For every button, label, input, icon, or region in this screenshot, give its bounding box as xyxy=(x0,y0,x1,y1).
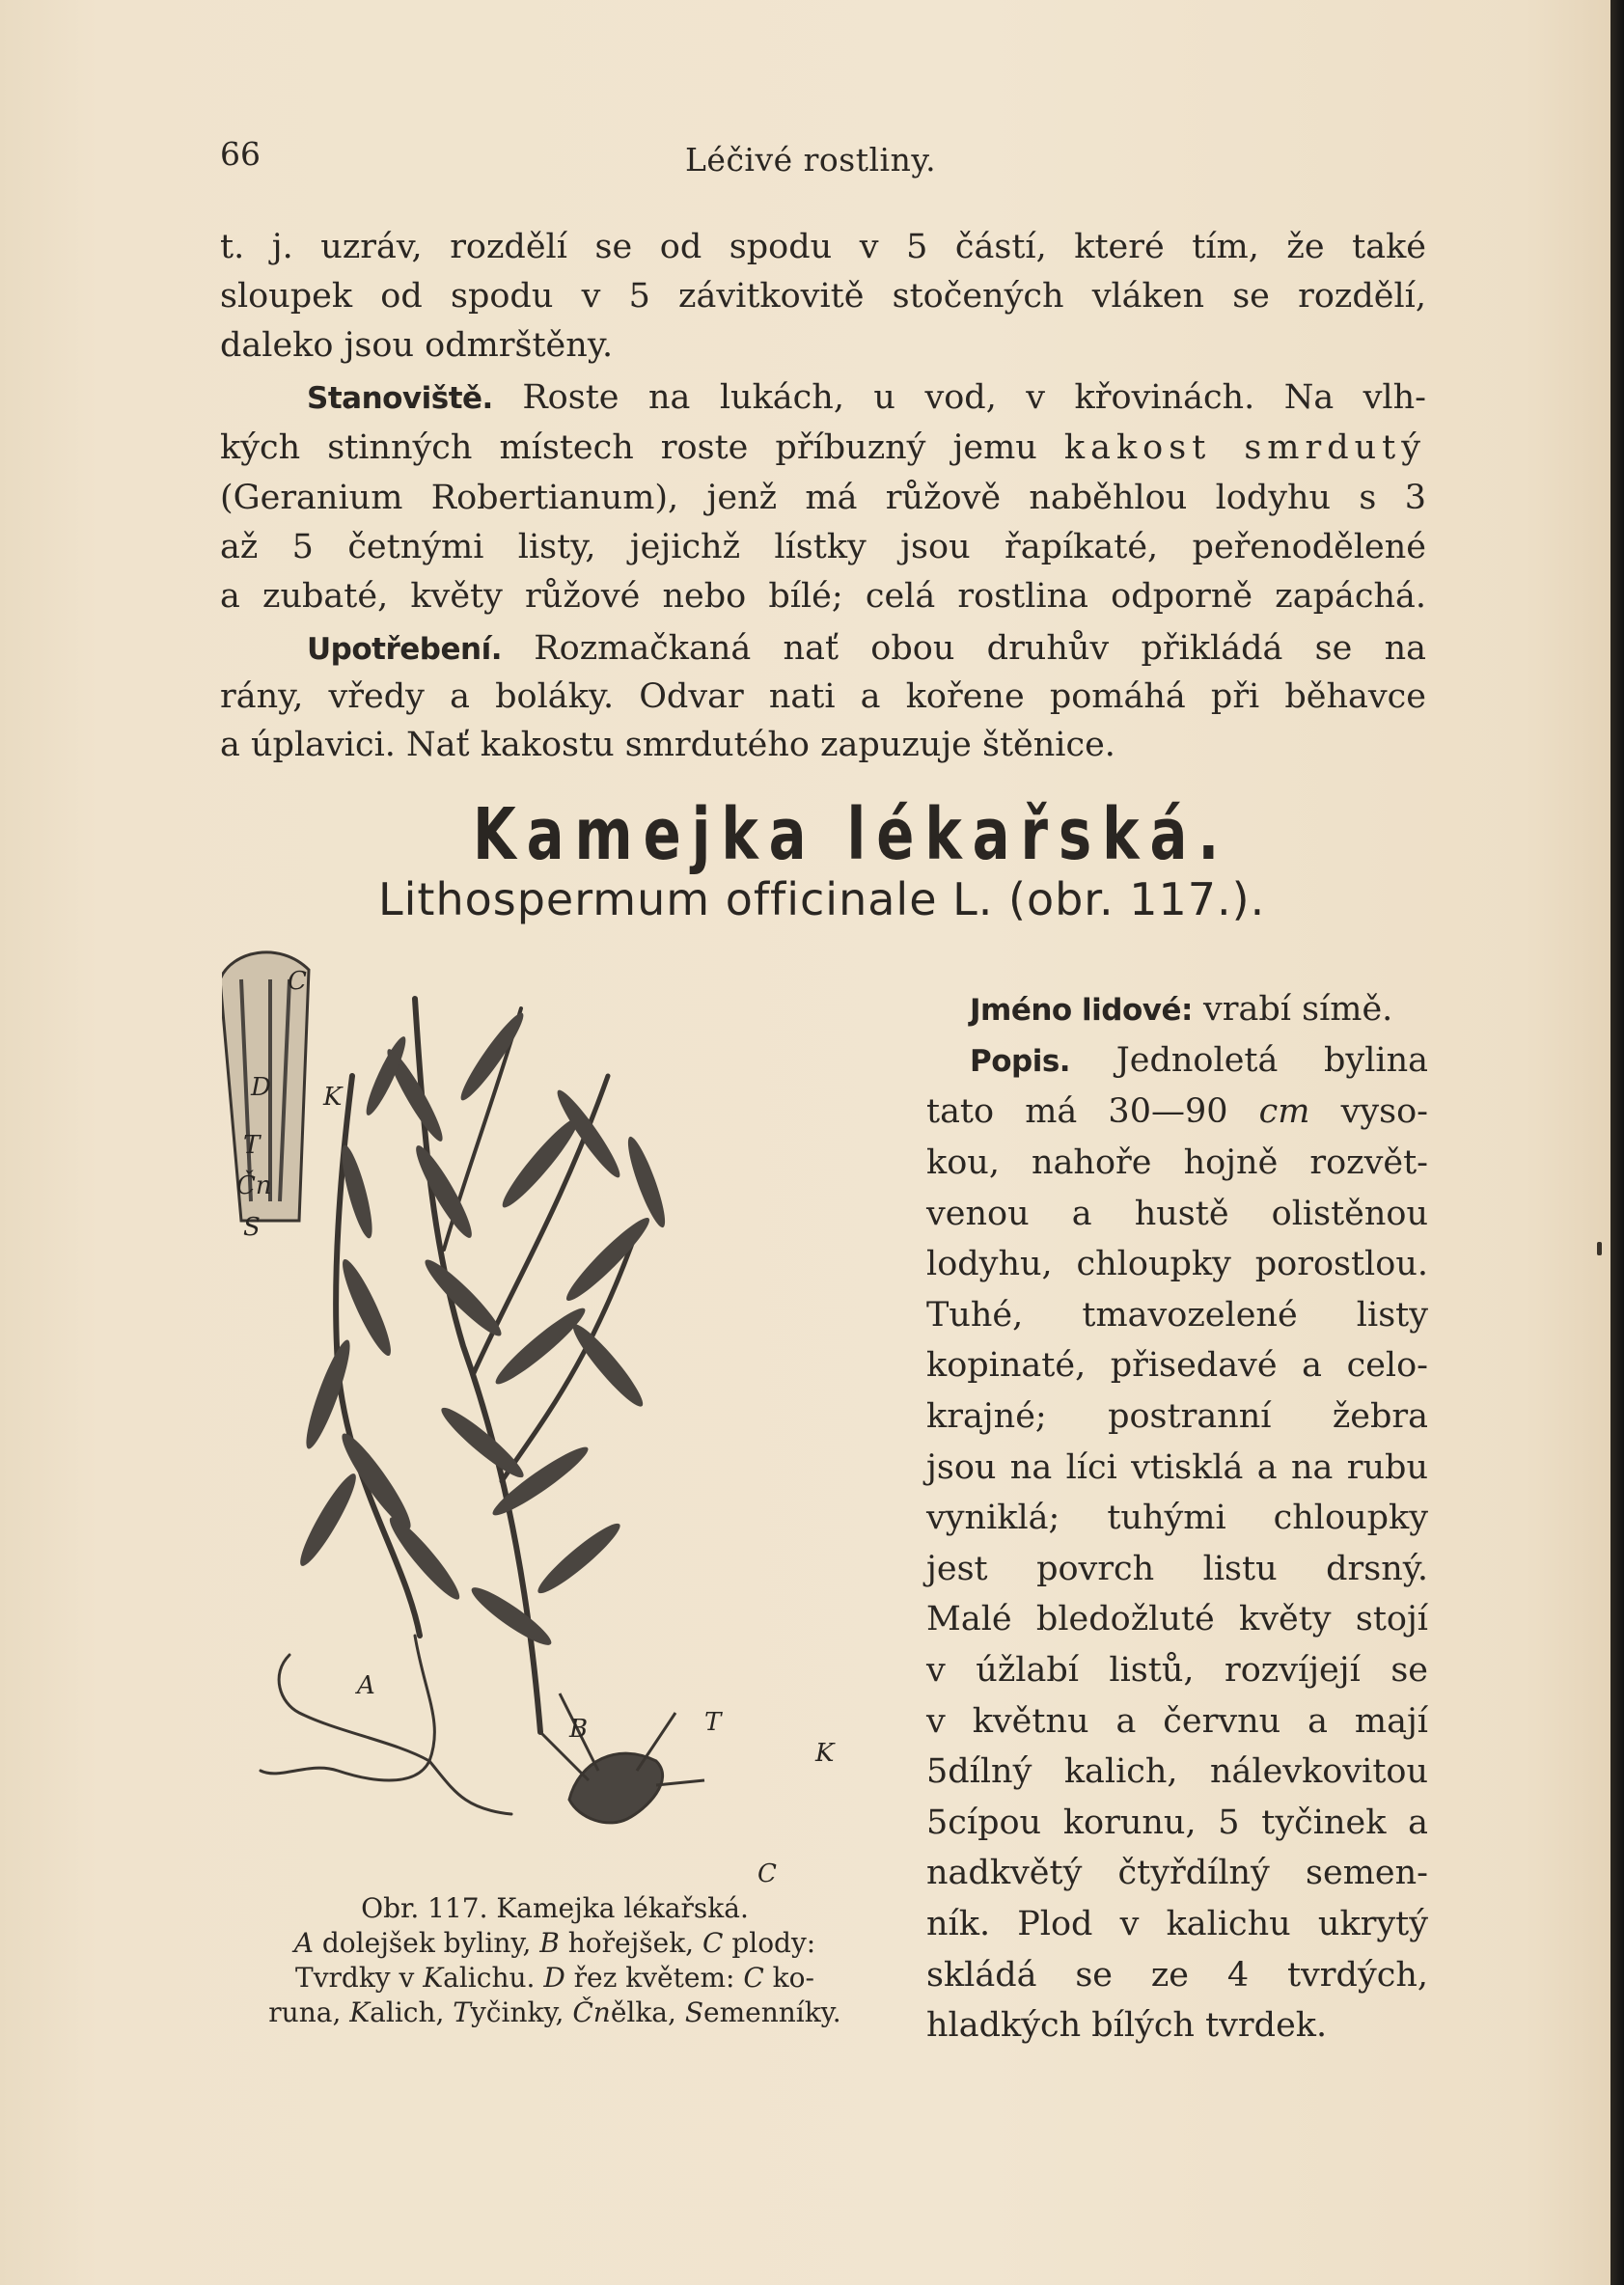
caption-line-4 xyxy=(222,1996,888,2030)
label-cn: Čn xyxy=(236,1171,272,1200)
label-c-top: C xyxy=(288,967,307,996)
figure-caption xyxy=(222,1891,888,2030)
caption-letter: D xyxy=(543,1962,565,1994)
upotrebeni-line-3: a úplavici. Nať kakostu smrdutého zapuzuje štěnice. xyxy=(220,726,1115,764)
popis-line-1 xyxy=(926,1035,1428,1087)
unit-cm: cm xyxy=(1258,1092,1310,1131)
popis-heading: Popis. xyxy=(970,1044,1071,1079)
plant-illustration xyxy=(222,941,897,1896)
article-title: Kamejka lékařská. xyxy=(473,793,1230,876)
caption-letter: A xyxy=(293,1927,314,1959)
label-d: D xyxy=(251,1073,271,1102)
popis-line: jsou na líci vtisklá a na rubu xyxy=(926,1447,1428,1487)
label-t-bottom: T xyxy=(704,1708,722,1737)
intro-line-1: t. j. uzráv, rozdělí se od spodu v 5 částí, které tím, že také xyxy=(220,228,1426,266)
popis-line: venou a hustě olistěnou xyxy=(926,1194,1428,1233)
running-title: Léčivé rostliny. xyxy=(685,141,937,179)
caption-letter: K xyxy=(423,1962,444,1994)
popis-line: vyniklá; tuhými chloupky xyxy=(926,1499,1428,1538)
intro-line-3: daleko jsou odmrštěny. xyxy=(220,326,614,365)
caption-line-3 xyxy=(222,1961,888,1996)
popis-line-2 xyxy=(926,1087,1428,1138)
caption-letter: C xyxy=(702,1927,724,1959)
popis-line: v úžlabí listů, rozvíjejí se xyxy=(926,1651,1428,1690)
ink-mark xyxy=(1597,1242,1602,1255)
jmeno-value: vrabí símě. xyxy=(1192,990,1393,1029)
upotrebeni-line-2: rány, vředy a boláky. Odvar nati a kořene pomáhá při běhavce xyxy=(220,677,1426,716)
label-b: B xyxy=(569,1715,589,1744)
caption-line-2 xyxy=(222,1926,888,1961)
popis-line: Malé bledožluté květy stojí xyxy=(926,1600,1428,1639)
popis-text: vyso- xyxy=(1309,1092,1429,1131)
stanoviste-line-5: a zubaté, květy růžové nebo bílé; celá rostlina odporně zapáchá. xyxy=(220,577,1426,616)
label-t-top: T xyxy=(243,1131,261,1160)
popis-line: krajné; postranní žebra xyxy=(926,1397,1428,1436)
stanoviste-line-1 xyxy=(220,374,1426,422)
stanoviste-line-3: (Geranium Robertianum), jenž má růžově naběhlou lodyhu s 3 xyxy=(220,479,1426,517)
popis-line: 5cípou korunu, 5 tyčinek a xyxy=(926,1803,1428,1842)
caption-letter: C xyxy=(743,1962,764,1994)
label-k-bottom: K xyxy=(815,1739,835,1768)
popis-line: skládá se ze 4 tvrdých, xyxy=(926,1955,1428,1995)
caption-text: řez květem: xyxy=(564,1962,744,1994)
caption-text: alich, xyxy=(370,1996,454,2028)
caption-text: hořejšek, xyxy=(559,1927,702,1959)
plant-name-spaced: kakost smrdutý xyxy=(1063,428,1426,467)
jmeno-line xyxy=(926,984,1428,1036)
popis-line: kou, nahoře hojně rozvět- xyxy=(926,1143,1428,1182)
caption-text: plody: xyxy=(723,1927,816,1959)
caption-line-1: Obr. 117. Kamejka lékařská. xyxy=(361,1892,749,1924)
label-c-bottom: C xyxy=(757,1859,777,1888)
popis-text: Jednoletá bylina xyxy=(1070,1041,1428,1080)
label-a: A xyxy=(357,1671,375,1700)
fruit-c xyxy=(540,1693,704,1823)
root-stroke xyxy=(429,1761,511,1814)
upotrebeni-line-1 xyxy=(220,625,1426,673)
label-s: S xyxy=(243,1213,261,1242)
upotrebeni-text: Rozmačkaná nať obou druhův přikládá se na xyxy=(501,629,1426,668)
caption-text: emenníky. xyxy=(703,1996,841,2028)
popis-line: hladkých bílých tvrdek. xyxy=(926,2006,1328,2046)
popis-line: lodyhu, chloupky porostlou. xyxy=(926,1245,1428,1284)
popis-line: 5dílný kalich, nálevkovitou xyxy=(926,1752,1428,1792)
stanoviste-text: kých stinných místech roste příbuzný jemu xyxy=(220,428,1064,467)
caption-text: dolejšek byliny, xyxy=(313,1927,540,1959)
root-stroke xyxy=(279,1655,429,1761)
stanoviste-heading: Stanoviště. xyxy=(307,381,493,416)
caption-letter: Čn xyxy=(572,1996,611,2028)
popis-line: Tuhé, tmavozelené listy xyxy=(926,1295,1428,1335)
article-latin-name: Lithospermum officinale L. (obr. 117.). xyxy=(378,873,1266,925)
caption-text: runa, xyxy=(268,1996,350,2028)
caption-letter: S xyxy=(684,1996,703,2028)
stanoviste-line-4: až 5 četnými listy, jejichž lístky jsou řapíkaté, peřenodělené xyxy=(220,528,1426,566)
popis-text: tato má 30—90 xyxy=(926,1092,1259,1131)
caption-text: ělka, xyxy=(610,1996,685,2028)
popis-line: jest povrch listu drsný. xyxy=(926,1549,1428,1588)
stanoviste-text: Roste na lukách, u vod, v křovinách. Na vlh- xyxy=(492,378,1426,417)
jmeno-heading: Jméno lidové: xyxy=(970,993,1193,1028)
popis-line: ník. Plod v kalichu ukrytý xyxy=(926,1905,1428,1943)
caption-letter: K xyxy=(349,1996,371,2028)
page-number: 66 xyxy=(220,135,261,173)
label-k-top: K xyxy=(323,1083,343,1112)
intro-line-2: sloupek od spodu v 5 závitkovitě stočených vláken se rozdělí, xyxy=(220,277,1426,316)
caption-text: yčinky, xyxy=(470,1996,573,2028)
caption-text: ko- xyxy=(763,1962,814,1994)
scan-edge xyxy=(1610,0,1624,2285)
popis-line: kopinaté, přisedavé a celo- xyxy=(926,1346,1428,1386)
caption-letter: B xyxy=(539,1927,560,1959)
caption-text: Tvrdky v xyxy=(295,1962,424,1994)
popis-line: nadkvětý čtyřdílný semen- xyxy=(926,1854,1428,1893)
caption-text: alichu. xyxy=(443,1962,544,1994)
upotrebeni-heading: Upotřebení. xyxy=(307,632,502,667)
popis-line: v květnu a červnu a mají xyxy=(926,1701,1428,1741)
caption-letter: T xyxy=(453,1996,471,2028)
stanoviste-line-2 xyxy=(220,425,1426,471)
